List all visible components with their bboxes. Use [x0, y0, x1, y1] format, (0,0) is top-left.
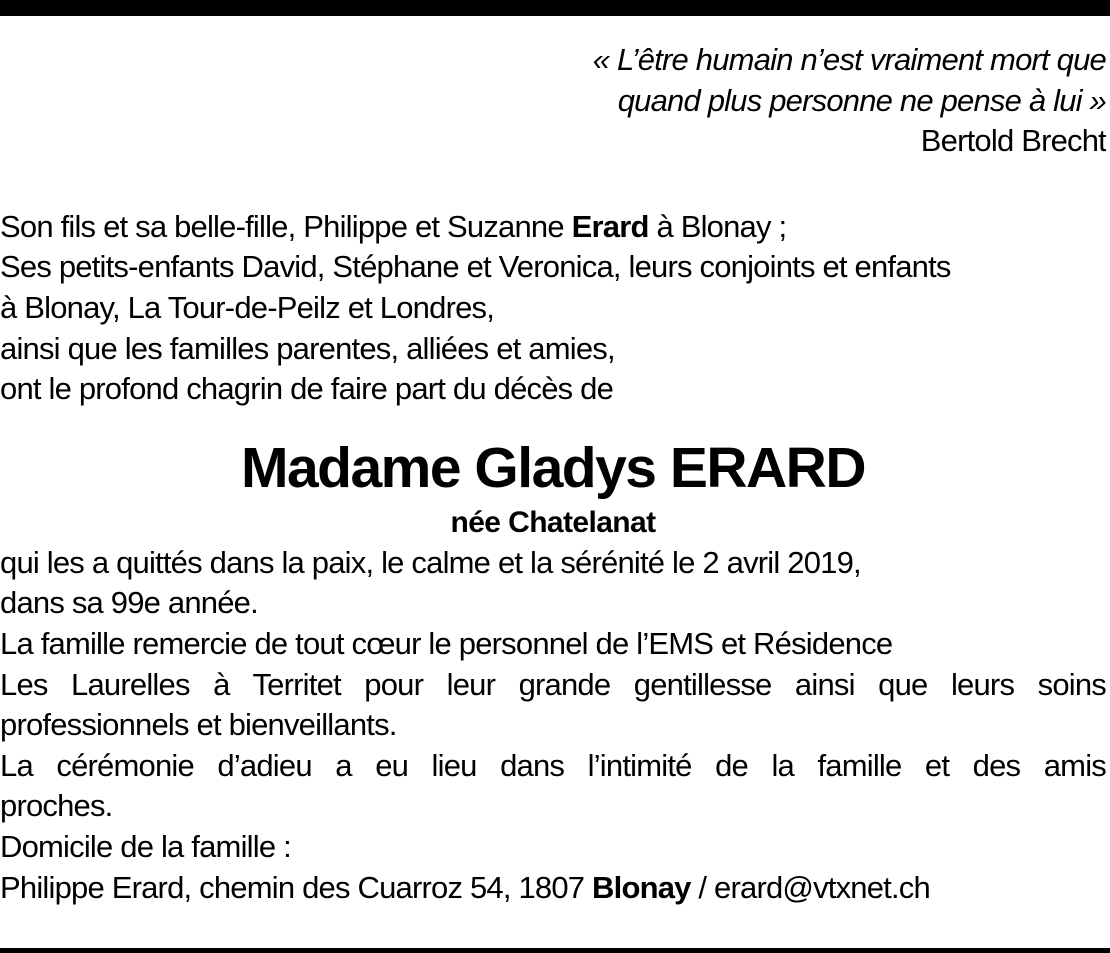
- announcement-line-1-end: à Blonay ;: [648, 208, 787, 244]
- deceased-name: Madame Gladys ERARD: [240, 435, 866, 500]
- quote-line-2: quand plus personne ne pense à lui »: [617, 82, 1106, 118]
- details-line-8: Domicile de la famille :: [0, 828, 291, 864]
- details-line-4: Les Laurelles à Territet pour leur grande gentillesse ainsi que leurs soins: [0, 666, 1106, 702]
- announcement-line-1: [0, 207, 1106, 248]
- address-start: Philippe Erard, chemin des Cuarroz 54, 1807: [0, 869, 593, 905]
- epigraph-quote: [0, 16, 1106, 162]
- announcement-line-5: ont le profond chagrin de faire part du décès de: [0, 371, 614, 407]
- announcement-line-1-start: Son fils et sa belle-fille, Philippe et Suzanne: [0, 208, 572, 244]
- announcement-line-4: ainsi que les familles parentes, alliées et amies,: [0, 330, 615, 366]
- details-line-6: La cérémonie d’adieu a eu lieu dans l’intimité de la famille et des amis: [0, 747, 1106, 783]
- announcement-line-3: à Blonay, La Tour-de-Peilz et Londres,: [0, 289, 495, 325]
- bottom-rule: [0, 948, 1110, 953]
- family-announcement: [0, 207, 1106, 410]
- obituary-notice: [0, 16, 1106, 908]
- quote-line-1: « L’être humain n’est vraiment mort que: [592, 42, 1106, 77]
- details-line-2: dans sa 99e année.: [0, 585, 258, 621]
- details-line-7: proches.: [0, 788, 113, 824]
- details-line-5: professionnels et bienveillants.: [0, 707, 397, 743]
- maiden-name: née Chatelanat: [450, 505, 656, 539]
- announcement-line-2: Ses petits-enfants David, Stéphane et Veronica, leurs conjoints et enfants: [0, 249, 951, 285]
- address-town: Blonay: [592, 869, 691, 905]
- quote-author: Bertold Brecht: [920, 123, 1106, 159]
- details-line-1: qui les a quittés dans la paix, le calme et la sérénité le 2 avril 2019,: [0, 544, 861, 580]
- top-rule: [0, 0, 1110, 16]
- notice-details: [0, 543, 1106, 908]
- family-surname: Erard: [571, 208, 649, 244]
- address-email: / erard@vtxnet.ch: [690, 869, 930, 905]
- family-address: [0, 868, 1106, 909]
- details-line-3: La famille remercie de tout cœur le personnel de l’EMS et Résidence: [0, 625, 893, 661]
